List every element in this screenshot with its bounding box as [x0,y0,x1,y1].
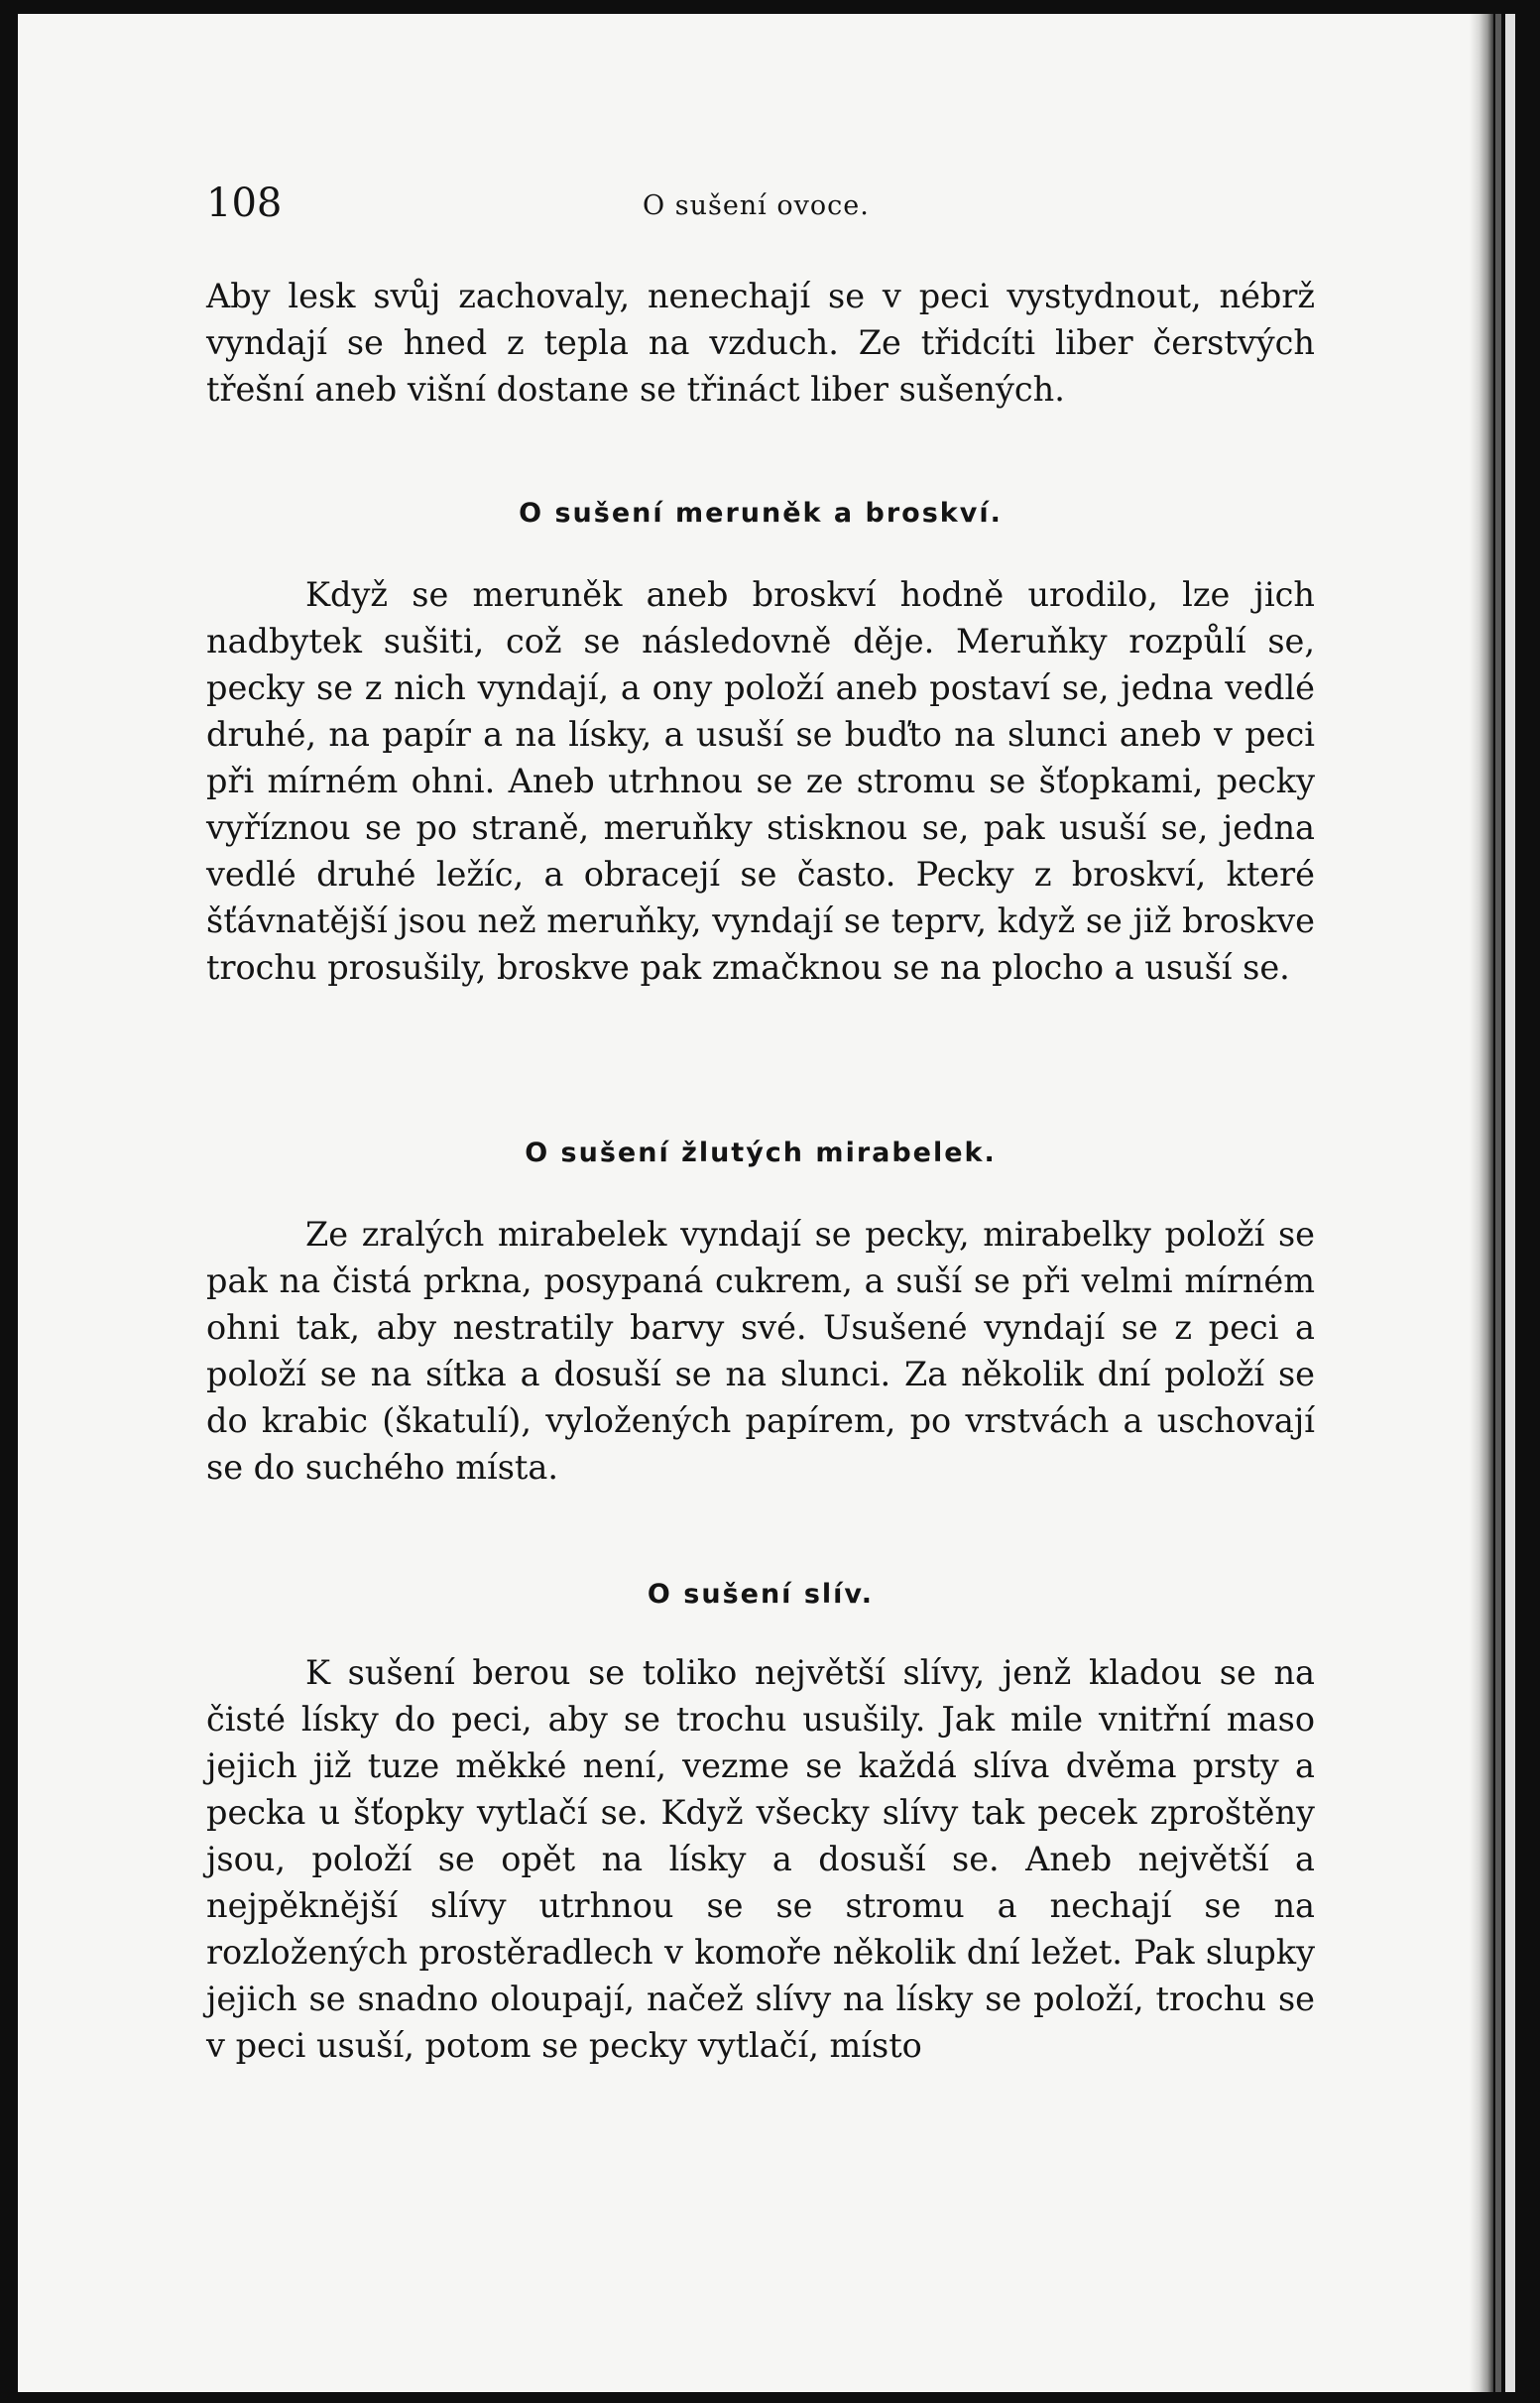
page-edge-shadow [1470,14,1493,2392]
section-heading-mirabelles: O sušení žlutých mirabelek. [525,1138,997,1168]
page-header [206,180,1315,230]
paragraph-mirabelles: Ze zralých mirabelek vyndají se pecky, mirabelky položí se pak na čistá prkna, posypaná cukrem, a suší se při velmi mírném ohni tak, aby nestratily barvy své. Usušené vyndají se z peci a položí se na sítka a dosuší se na slunci. Za několik dní položí se do krabic (škatulí), vyložených papírem, po vrstvách a uschovají se do suchého místa. [206,1215,1315,1487]
book-edge-light [1505,14,1515,2392]
paragraph-continuation: Aby lesk svůj zachovaly, nenechají se v peci vystydnout, nébrž vyndají se hned z tepla na vzduch. Ze třidcíti liber čerstvých třešní aneb višní dostane se třináct liber sušených. [206,277,1315,409]
book-edge-dark [1495,14,1501,2392]
paragraph-apricots: Když se meruněk aneb broskví hodně urodilo, lze jich nadbytek sušiti, což se následovně děje. Meruňky rozpůlí se, pecky se z nich vyndají, a ony položí aneb postaví se, jedna vedlé druhé, na papír a na lísky, a usuší se buďto na slunci aneb v peci při mírném ohni. Aneb utrhnou se ze stromu se šťopkami, pecky vyříznou se po straně, meruňky stisknou se, pak usuší se, jedna vedlé druhé ležíc, a obracejí se často. Pecky z broskví, které šťávnatější jsou než meruňky, vyndají se teprv, když se již broskve trochu prosušily, broskve pak zmačknou se na plocho a usuší se. [206,575,1315,987]
page-number: 108 [206,180,283,226]
section-heading-plums: O sušení slív. [647,1579,875,1610]
section-heading-apricots: O sušení meruněk a broskví. [519,498,1003,529]
running-head: O sušení ovoce. [643,190,870,221]
paragraph-plums: K sušení berou se toliko největší slívy, jenž kladou se na čisté lísky do peci, aby se trochu usušily. Jak mile vnitřní maso jejich již tuze měkké není, vezme se každá slíva dvěma prsty a pecka u šťopky vytlačí se. Když všecky slívy tak pecek zproštěny jsou, položí se opět na lísky a dosuší se. Aneb největší a nejpěknější slívy utrhnou se se stromu a nechají se na rozložených prostěradlech v komoře několik dní ležet. Pak slupky jejich se snadno oloupají, načež slívy na lísky se položí, trochu se v peci usuší, potom se pecky vytlačí, místo [206,1653,1315,2065]
